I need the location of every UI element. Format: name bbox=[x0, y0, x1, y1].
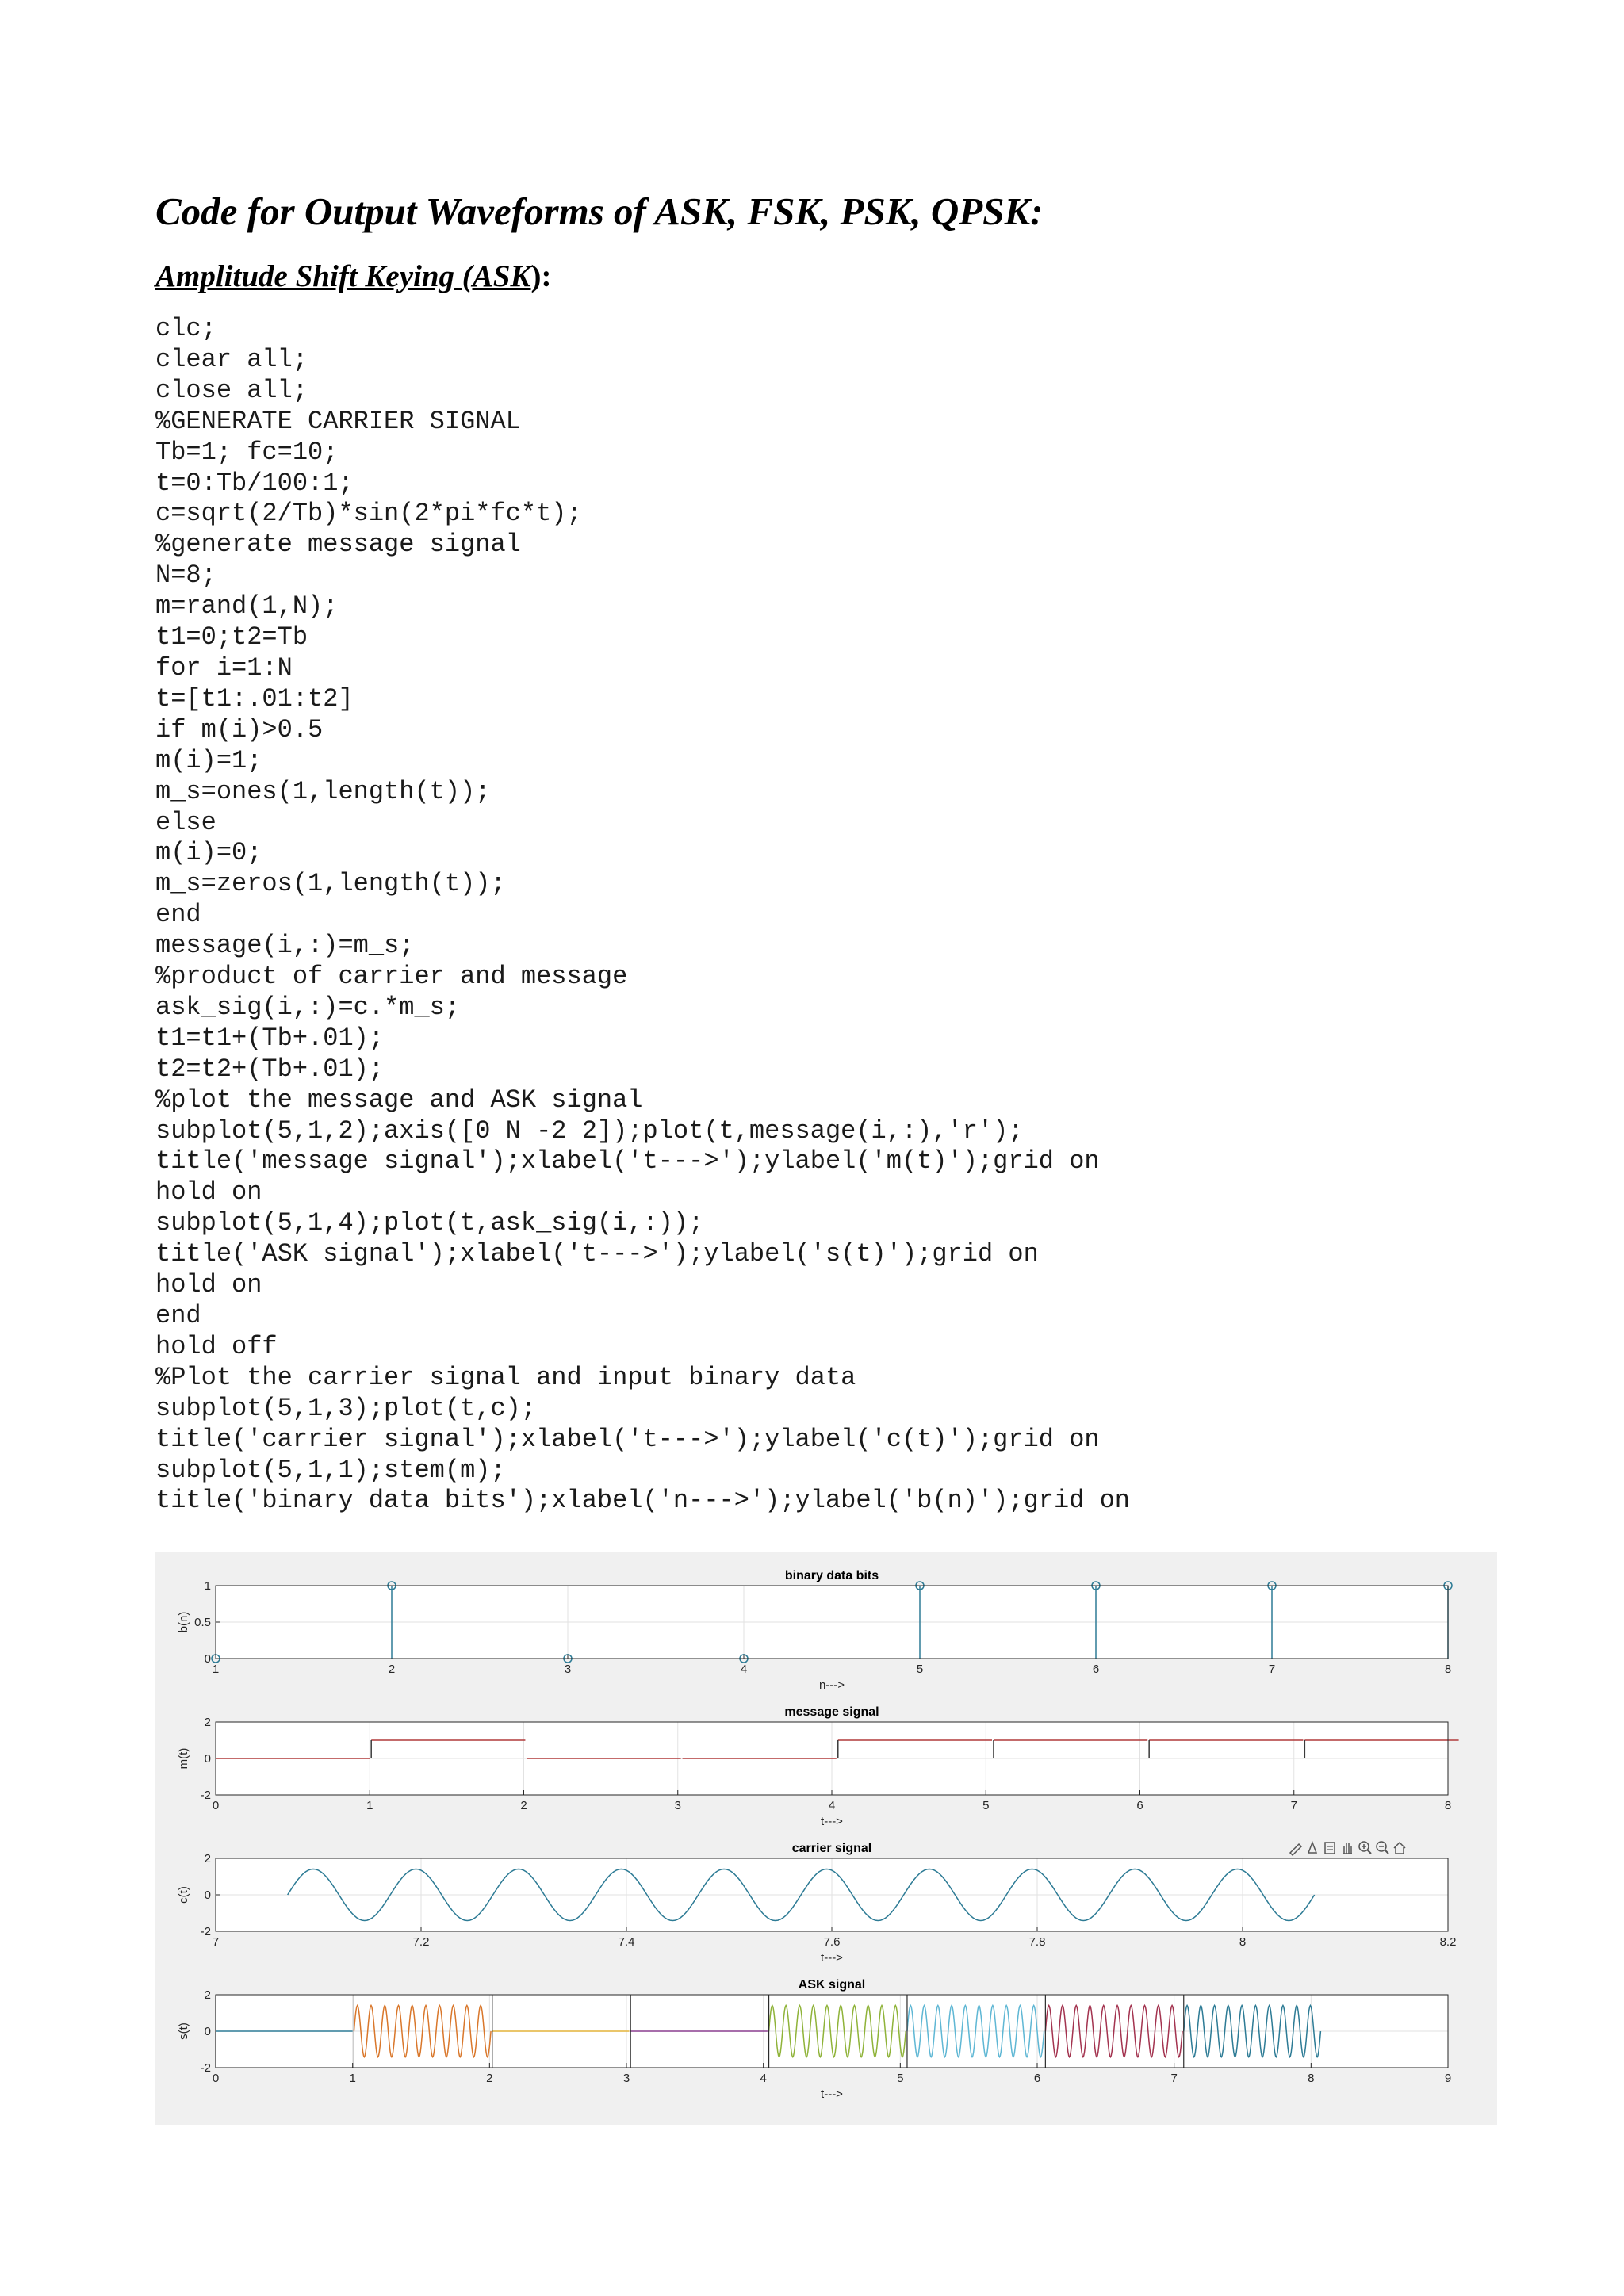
code-line: for i=1:N bbox=[155, 652, 293, 683]
x-tick-label: 1 bbox=[366, 1799, 373, 1812]
zoom-out-icon-handle bbox=[1385, 1850, 1388, 1854]
code-line: end bbox=[155, 1301, 201, 1330]
subplot-title: carrier signal bbox=[791, 1842, 872, 1855]
x-tick-label: 7 bbox=[1170, 2072, 1178, 2085]
legend-icon-box bbox=[1325, 1843, 1335, 1854]
y-axis-label: s(t) bbox=[177, 2022, 190, 2040]
code-line: t1=t1+(Tb+.01); bbox=[155, 1023, 385, 1053]
matlab-figure bbox=[155, 1552, 1497, 2125]
code-line: m(i)=1; bbox=[155, 745, 262, 775]
x-tick-label: 6 bbox=[1033, 2072, 1041, 2085]
y-axis-label: c(t) bbox=[177, 1886, 190, 1904]
code-line: clc; bbox=[155, 314, 216, 343]
x-tick-label: 0 bbox=[212, 1799, 220, 1812]
x-tick-label: 9 bbox=[1444, 2072, 1452, 2085]
zoom-out-icon bbox=[1377, 1842, 1388, 1854]
code-line: N=8; bbox=[155, 561, 216, 591]
x-tick-label: 4 bbox=[740, 1663, 748, 1676]
y-tick-label: 1 bbox=[204, 1579, 211, 1593]
x-tick-label: 4 bbox=[760, 2072, 767, 2085]
section-heading-tail: ): bbox=[530, 259, 552, 293]
subplot-1 bbox=[212, 1582, 1452, 1663]
code-line: m_s=zeros(1,length(t)); bbox=[155, 869, 506, 899]
x-tick-label: 7.2 bbox=[412, 1935, 430, 1949]
brush-icon bbox=[1290, 1844, 1301, 1855]
x-tick-label: 1 bbox=[349, 2072, 356, 2085]
subplot-4 bbox=[216, 1995, 1448, 2068]
x-axis-label: t---> bbox=[821, 1815, 843, 1828]
x-tick-label: 8 bbox=[1308, 2072, 1315, 2085]
y-tick-label: 0.5 bbox=[194, 1616, 211, 1629]
code-line: hold off bbox=[155, 1331, 278, 1361]
home-icon bbox=[1394, 1843, 1405, 1854]
hand-icon-shape bbox=[1343, 1843, 1352, 1854]
x-axis-label: n---> bbox=[818, 1678, 845, 1692]
x-tick-label: 2 bbox=[486, 2072, 493, 2085]
x-tick-label: 5 bbox=[982, 1799, 990, 1812]
code-line: m(i)=0; bbox=[155, 838, 262, 868]
y-tick-label: -2 bbox=[200, 1925, 211, 1938]
zoom-in-icon bbox=[1359, 1842, 1371, 1854]
x-tick-label: 3 bbox=[674, 1799, 681, 1812]
legend-icon bbox=[1325, 1843, 1335, 1854]
code-line: hold on bbox=[155, 1270, 262, 1300]
y-tick-label: 0 bbox=[204, 1652, 211, 1666]
code-line: t1=0;t2=Tb bbox=[155, 622, 308, 652]
code-line: m=rand(1,N); bbox=[155, 591, 339, 622]
code-line: subplot(5,1,3);plot(t,c); bbox=[155, 1393, 537, 1423]
figure-canvas bbox=[155, 1552, 1497, 2125]
code-line: m_s=ones(1,length(t)); bbox=[155, 776, 491, 806]
y-tick-label: 2 bbox=[204, 1852, 211, 1866]
pan-hand-icon bbox=[1343, 1843, 1352, 1854]
section-heading bbox=[155, 258, 552, 294]
code-line: %generate message signal bbox=[155, 530, 521, 560]
x-tick-label: 3 bbox=[622, 2072, 630, 2085]
zoom-in-icon-handle bbox=[1367, 1850, 1371, 1854]
x-tick-label: 6 bbox=[1136, 1799, 1143, 1812]
section-heading-underlined: Amplitude Shift Keying (ASK bbox=[155, 259, 531, 293]
data-tip-icon bbox=[1308, 1843, 1316, 1853]
y-tick-label: 2 bbox=[204, 1988, 211, 2002]
x-tick-label: 0 bbox=[212, 2072, 220, 2085]
x-tick-label: 8 bbox=[1444, 1799, 1452, 1812]
code-line: subplot(5,1,2);axis([0 N -2 2]);plot(t,message(i,:),'r'); bbox=[155, 1115, 1024, 1146]
code-line: subplot(5,1,4);plot(t,ask_sig(i,:)); bbox=[155, 1208, 704, 1238]
y-tick-label: -2 bbox=[200, 1789, 211, 1802]
axes-toolbar bbox=[1290, 1842, 1405, 1855]
code-line: ask_sig(i,:)=c.*m_s; bbox=[155, 992, 461, 1022]
code-line: Tb=1; fc=10; bbox=[155, 437, 339, 467]
subplot-title: message signal bbox=[784, 1705, 879, 1719]
code-line: subplot(5,1,1);stem(m); bbox=[155, 1455, 506, 1485]
y-tick-label: 0 bbox=[204, 1888, 211, 1902]
x-tick-label: 7.6 bbox=[823, 1935, 841, 1949]
code-line: close all; bbox=[155, 375, 308, 405]
y-axis-label: m(t) bbox=[177, 1747, 190, 1770]
code-line: title('ASK signal');xlabel('t--->');ylabel('s(t)');grid on bbox=[155, 1239, 1039, 1269]
code-line: %plot the message and ASK signal bbox=[155, 1085, 643, 1115]
code-line: else bbox=[155, 807, 216, 837]
x-tick-label: 4 bbox=[828, 1799, 836, 1812]
x-tick-label: 7 bbox=[1290, 1799, 1297, 1812]
x-tick-label: 7.8 bbox=[1028, 1935, 1046, 1949]
code-line: clear all; bbox=[155, 344, 308, 374]
brush-icon-shape bbox=[1290, 1844, 1301, 1855]
code-line: t=[t1:.01:t2] bbox=[155, 683, 354, 714]
code-line: hold on bbox=[155, 1177, 262, 1207]
y-tick-label: -2 bbox=[200, 2061, 211, 2075]
code-line: %product of carrier and message bbox=[155, 962, 628, 992]
x-tick-label: 8 bbox=[1239, 1935, 1247, 1949]
code-line: if m(i)>0.5 bbox=[155, 714, 324, 744]
home-icon-shape bbox=[1394, 1843, 1405, 1854]
x-tick-label: 1 bbox=[212, 1663, 220, 1676]
code-line: title('message signal');xlabel('t--->');ylabel('m(t)');grid on bbox=[155, 1146, 1100, 1177]
code-line: end bbox=[155, 900, 201, 930]
y-tick-label: 0 bbox=[204, 2025, 211, 2038]
x-tick-label: 7 bbox=[1268, 1663, 1276, 1676]
matlab-code-block bbox=[155, 314, 1130, 1517]
subplot-title: binary data bits bbox=[784, 1569, 879, 1582]
x-tick-label: 5 bbox=[897, 2072, 904, 2085]
x-tick-label: 3 bbox=[564, 1663, 572, 1676]
x-tick-label: 8.2 bbox=[1439, 1935, 1457, 1949]
x-tick-label: 7 bbox=[212, 1935, 220, 1949]
subplot-title: ASK signal bbox=[798, 1978, 866, 1992]
y-tick-label: 2 bbox=[204, 1716, 211, 1729]
y-tick-label: 0 bbox=[204, 1752, 211, 1766]
code-line: message(i,:)=m_s; bbox=[155, 931, 415, 961]
code-line: t2=t2+(Tb+.01); bbox=[155, 1054, 385, 1084]
x-tick-label: 2 bbox=[520, 1799, 527, 1812]
code-line: title('binary data bits');xlabel('n--->');ylabel('b(n)');grid on bbox=[155, 1486, 1130, 1516]
x-tick-label: 5 bbox=[916, 1663, 924, 1676]
x-axis-label: t---> bbox=[821, 2087, 843, 2101]
y-axis-label: b(n) bbox=[177, 1611, 190, 1633]
code-line: c=sqrt(2/Tb)*sin(2*pi*fc*t); bbox=[155, 499, 582, 529]
code-line: %GENERATE CARRIER SIGNAL bbox=[155, 406, 521, 436]
x-tick-label: 6 bbox=[1092, 1663, 1100, 1676]
x-tick-label: 7.4 bbox=[618, 1935, 635, 1949]
subplot-2 bbox=[216, 1722, 1459, 1795]
subplot-3 bbox=[216, 1858, 1448, 1931]
code-line: t=0:Tb/100:1; bbox=[155, 468, 354, 498]
x-axis-label: t---> bbox=[821, 1951, 843, 1965]
page-heading: Code for Output Waveforms of ASK, FSK, PSK, QPSK: bbox=[155, 189, 1044, 233]
code-line: title('carrier signal');xlabel('t--->');ylabel('c(t)');grid on bbox=[155, 1424, 1100, 1454]
code-line: %Plot the carrier signal and input binary data bbox=[155, 1362, 856, 1392]
data-tip-icon-shape bbox=[1308, 1843, 1316, 1853]
x-tick-label: 8 bbox=[1444, 1663, 1452, 1676]
x-tick-label: 2 bbox=[388, 1663, 396, 1676]
